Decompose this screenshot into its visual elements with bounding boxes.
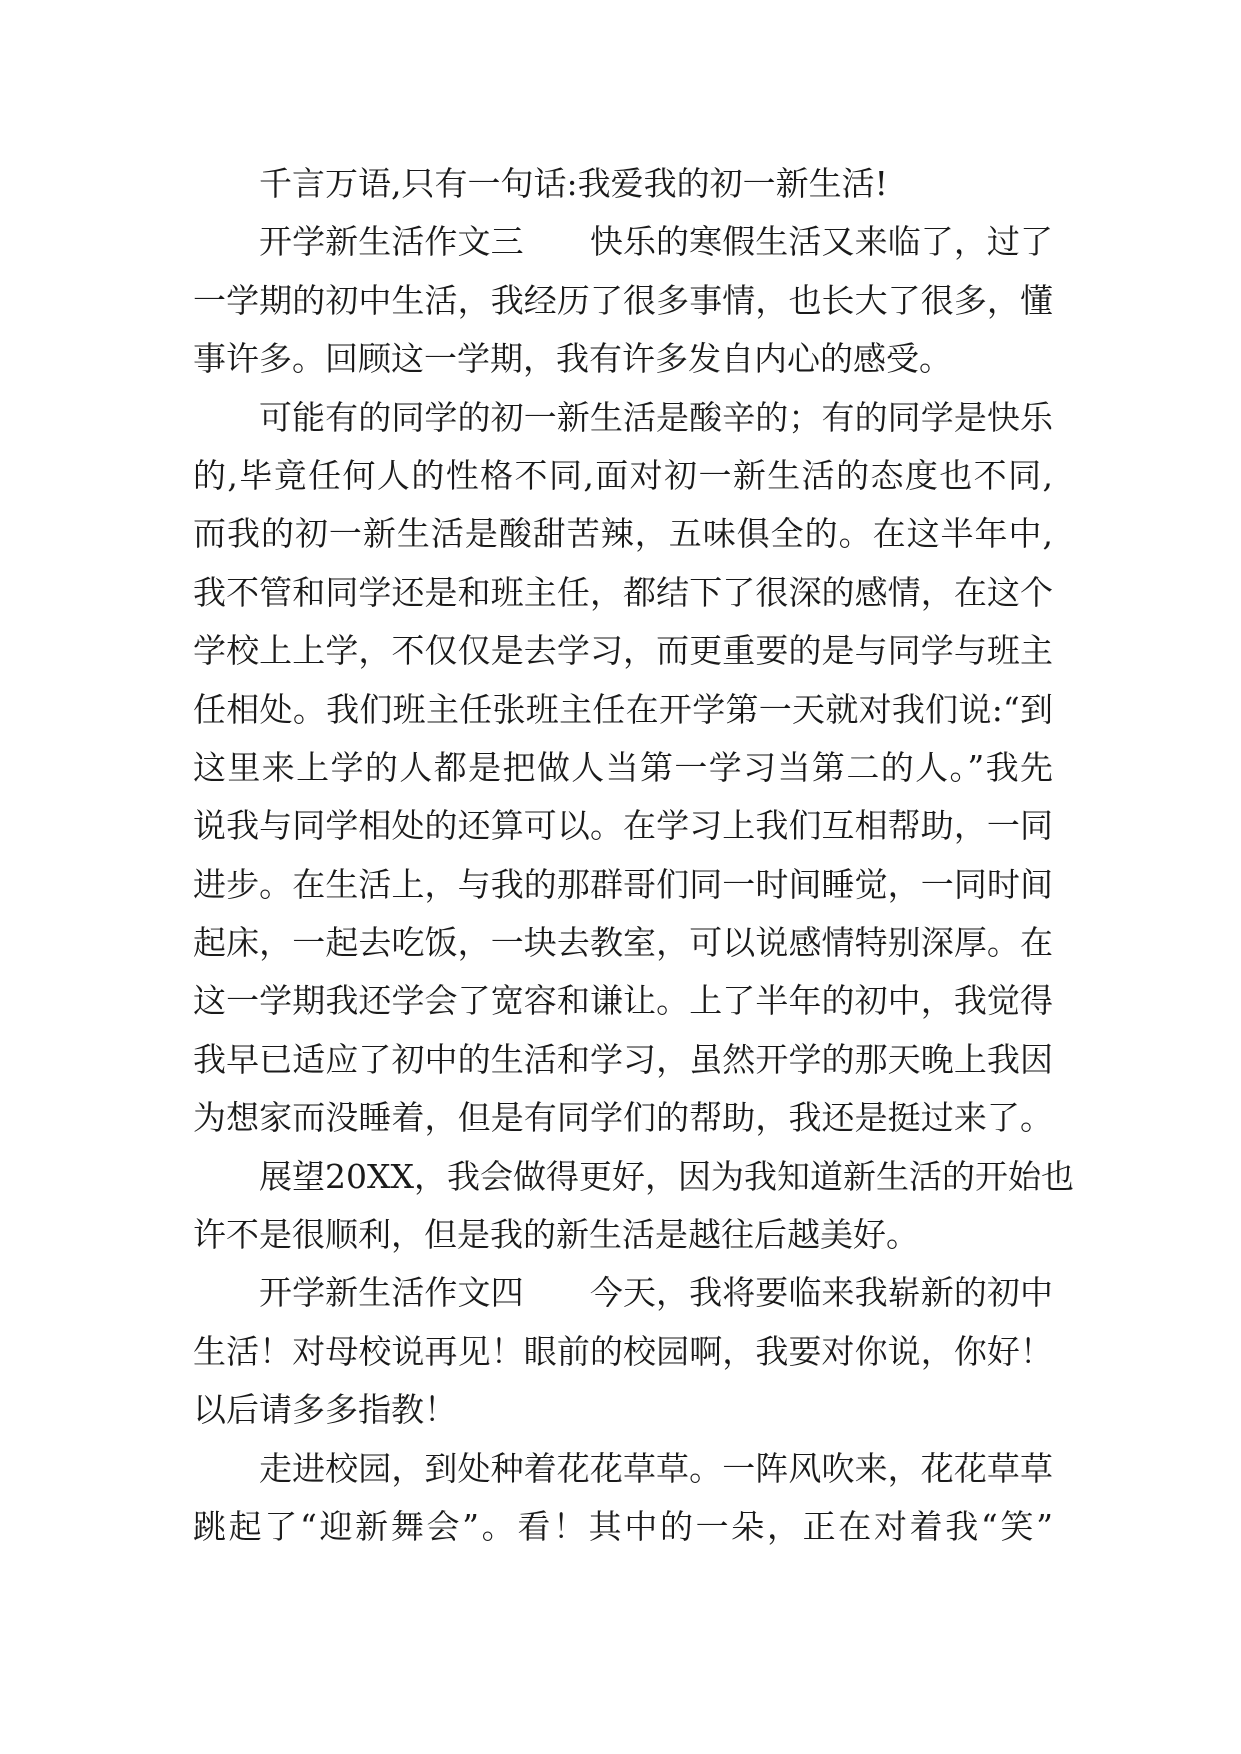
text-line: 一学期的初中生活，我经历了很多事情，也长大了很多，懂 xyxy=(193,280,1053,320)
text-line: 我不管和同学还是和班主任，都结下了很深的感情，在这个 xyxy=(193,572,1053,612)
essay-body xyxy=(193,155,1074,1556)
text-line: 任相处。我们班主任张班主任在开学第一天就对我们说:“到 xyxy=(193,689,1053,729)
text-line: 这一学期我还学会了宽容和谦让。上了半年的初中，我觉得 xyxy=(193,981,1053,1021)
text-line: 而我的初一新生活是酸甜苦辣，五味俱全的。在这半年中, xyxy=(193,514,1053,554)
text-line: 进步。在生活上，与我的那群哥们同一时间睡觉，一同时间 xyxy=(193,864,1053,904)
text-line: 可能有的同学的初一新生活是酸辛的；有的同学是快乐 xyxy=(259,397,1053,437)
text-line: 说我与同学相处的还算可以。在学习上我们互相帮助，一同 xyxy=(193,806,1053,846)
text-line: 走进校园，到处种着花花草草。一阵风吹来，花花草草 xyxy=(259,1448,1053,1488)
text-line: 跳起了“迎新舞会”。看！其中的一朵，正在对着我“笑” xyxy=(193,1506,1053,1546)
text-line: 千言万语,只有一句话:我爱我的初一新生活! xyxy=(259,164,888,203)
text-line: 为想家而没睡着，但是有同学们的帮助，我还是挺过来了。 xyxy=(193,1098,1053,1138)
text-line: 开学新生活作文四 今天，我将要临来我崭新的初中 xyxy=(259,1273,1053,1313)
text-line: 学校上上学，不仅仅是去学习，而更重要的是与同学与班主 xyxy=(193,631,1053,671)
text-line: 生活！对母校说再见！眼前的校园啊，我要对你说，你好！ xyxy=(193,1331,1053,1371)
text-line: 展望20XX，我会做得更好，因为我知道新生活的开始也 xyxy=(259,1156,1074,1196)
text-line: 的,毕竟任何人的性格不同,面对初一新生活的态度也不同, xyxy=(193,455,1053,495)
text-line: 起床，一起去吃饭，一块去教室，可以说感情特别深厚。在 xyxy=(193,923,1053,963)
text-line: 事许多。回顾这一学期，我有许多发自内心的感受。 xyxy=(193,339,952,379)
text-line: 开学新生活作文三 快乐的寒假生活又来临了，过了 xyxy=(259,222,1053,262)
text-line: 我早已适应了初中的生活和学习，虽然开学的那天晚上我因 xyxy=(193,1039,1053,1079)
text-line: 以后请多多指教！ xyxy=(193,1390,457,1430)
text-line: 许不是很顺利，但是我的新生活是越往后越美好。 xyxy=(193,1215,919,1255)
text-line: 这里来上学的人都是把做人当第一学习当第二的人。”我先 xyxy=(193,747,1053,787)
